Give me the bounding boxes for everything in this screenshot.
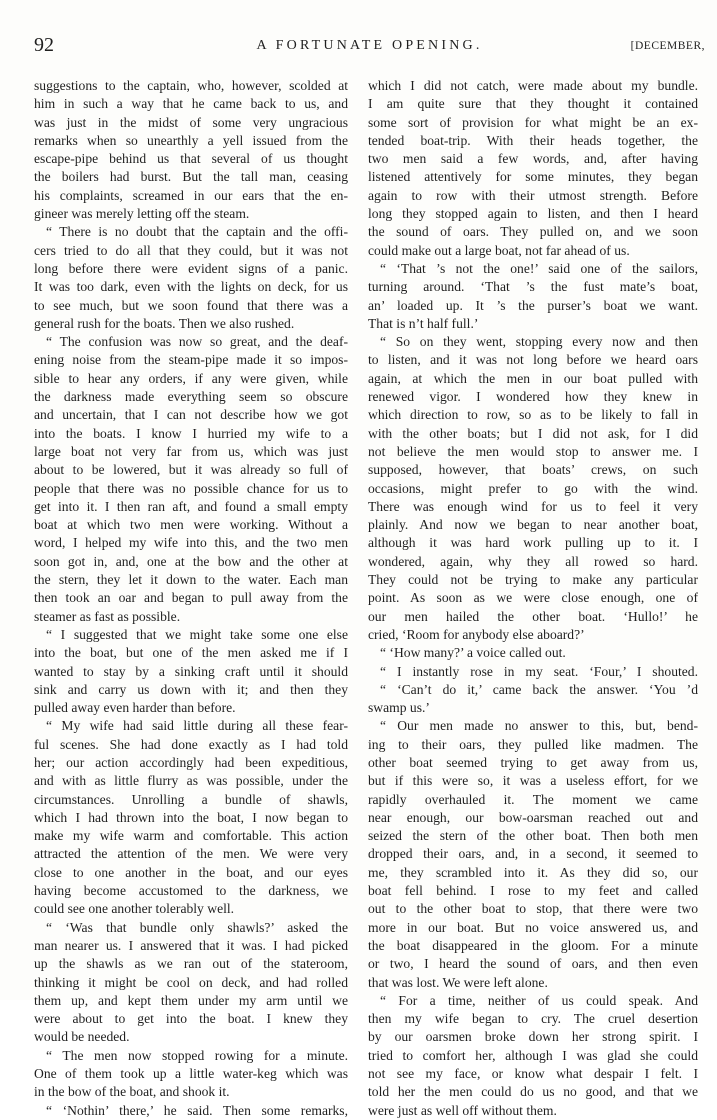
text-line: that was lost. We were left alone. [368, 974, 548, 990]
text-line: supposed, however, that boats’ crews, on such [368, 462, 698, 478]
text-line: up the shawls as we ran out of the stateroom, [34, 956, 348, 972]
text-line: listened attentively for some minutes, they began [368, 169, 698, 185]
text-line: make my wife warm and comfortable. This action [34, 828, 348, 844]
text-line: an’ loaded up. It ’s the purser’s boat we want. [368, 297, 698, 313]
text-line: “ For a time, neither of us could speak. And [380, 992, 698, 1008]
text-line: having become accustomed to the darkness, we [34, 883, 348, 899]
text-line: and with as little flurry as was possible, under the [34, 773, 348, 789]
text-line: They could not be trying to make any particular [368, 572, 698, 588]
text-line: would be needed. [34, 1029, 130, 1045]
text-line: “ I instantly rose in my seat. ‘Four,’ I shouted. [380, 663, 698, 679]
text-line: wanted to stay by a sinking craft until it should [34, 663, 348, 679]
text-line: ing to their oars, they pulled like madmen. The [368, 736, 698, 752]
text-line: or two, I heard the sound of oars, and then even [368, 956, 698, 972]
text-line: “ ‘Was that bundle only shawls?’ asked the [46, 919, 348, 935]
text-line: occasions, might prefer to go with the wind. [368, 480, 698, 496]
text-line: could see one another tolerably well. [34, 901, 235, 917]
text-line: ful scenes. She had done exactly as I had told [34, 736, 348, 752]
text-line: “ My wife had said little during all these fear- [46, 718, 348, 734]
text-line: other boat seemed trying to get away from us, [368, 754, 698, 770]
text-line: our men hailed the other boat. ‘Hullo!’ he [368, 608, 698, 624]
text-line: “ I suggested that we might take some one else [46, 626, 348, 642]
text-line: his complaints, screamed in our ears that the en- [34, 187, 348, 203]
text-line: long they stopped again to listen, and then I heard [368, 206, 698, 222]
text-line: out to the other boat to stop, that there were two [368, 901, 698, 917]
text-line: two men said a few words, and, after having [368, 151, 698, 167]
text-line: which I had thrown into the boat, I now began to [34, 809, 348, 825]
text-line: I am quite sure that they thought it contained [368, 96, 698, 112]
text-line: could make out a large boat, not far ahead of us. [368, 242, 630, 258]
text-line: was just in the midst of some very ungracious [34, 114, 348, 130]
text-line: “ The men now stopped rowing for a minute. [46, 1047, 348, 1063]
text-line: “ ‘Nothin’ there,’ he said. Then some remarks, [46, 1102, 348, 1118]
text-line: “ So on they went, stopping every now and then [380, 334, 698, 350]
text-line: It was too dark, even with the lights on deck, for us [34, 279, 348, 295]
text-line: her; our action accordingly had been expeditious, [34, 754, 348, 770]
text-line: them up, and kept them under my arm until we [34, 992, 348, 1008]
text-line: the sound of oars. They pulled on, and we soon [368, 224, 698, 240]
text-line: “ ‘That ’s not the one!’ said one of the sailors, [380, 260, 698, 276]
text-line: but if this were so, it was a useless effort, for we [368, 773, 698, 789]
text-line: more in our boat. But no voice answered us, and [368, 919, 698, 935]
text-line: steamer as fast as possible. [34, 608, 181, 624]
text-line: were about to get into the boat. I knew they [34, 1011, 348, 1027]
text-line: again to row with their utmost strength. Before [368, 187, 698, 203]
text-line: dropped their oars, and, in a second, it seemed to [368, 846, 698, 862]
text-line: then my wife began to cry. The cruel desertion [368, 1011, 698, 1027]
text-line: with the other boats; but I did not ask, for I did [368, 425, 698, 441]
text-line: about to be lowered, but it was already so full of [34, 462, 348, 478]
text-line: There was enough wind for us to feel it very [368, 498, 698, 514]
text-line: That is n’t half full.’ [368, 315, 479, 331]
text-line: close to one another in the boat, and our eyes [34, 864, 348, 880]
text-line: large boat not very far from us, which was just [34, 443, 348, 459]
text-line: in the bow of the boat, and shook it. [34, 1084, 230, 1100]
text-line: “ ‘Can’t do it,’ came back the answer. ‘You ’d [380, 681, 698, 697]
text-line: “ ‘How many?’ a voice called out. [380, 645, 566, 661]
text-line: sink and carry us down with it; and then they [34, 681, 348, 697]
text-line: pulled away even harder than before. [34, 700, 236, 716]
text-line: then took an oar and began to pull away from the [34, 590, 348, 606]
text-line: soon got in, and, one at the bow and the other at [34, 553, 348, 569]
text-line: tended boat-trip. With their heads together, the [368, 132, 698, 148]
text-line: not see my face, or know what despair I felt. I [368, 1066, 698, 1082]
text-line: point. As soon as we were close enough, one of [368, 590, 698, 606]
text-line: attracted the attention of the men. We were very [34, 846, 348, 862]
text-line: tried to comfort her, although I was glad she could [368, 1047, 698, 1063]
text-line: “ There is no doubt that the captain and the offi- [46, 224, 348, 240]
text-line: into the boats. I know I hurried my wife to a [34, 425, 348, 441]
right-text-column [368, 77, 698, 1120]
text-line: him in such a way that he came back to us, and [34, 96, 348, 112]
text-line: again, at which the men in our boat pulled with [368, 370, 698, 386]
text-line: to listen, and it was not long before we heard oars [368, 352, 698, 368]
text-line: swamp us.’ [368, 700, 430, 716]
text-line: into the boat, but one of the men asked me if I [34, 645, 348, 661]
text-line: “ Our men made no answer to this, but, bend- [380, 718, 698, 734]
text-line: suggestions to the captain, who, however, scolded at [34, 78, 348, 93]
text-line: some sort of provision for what might be an ex- [368, 114, 698, 130]
text-line: plainly. And now we began to near another boat, [368, 517, 698, 533]
text-line: the boat disappeared in the gloom. For a minute [368, 937, 698, 953]
text-line: remarks when so unearthly a yell issued from the [34, 132, 348, 148]
text-line: boat fell behind. I rose to my feet and called [368, 883, 698, 899]
text-line: turning around. ‘That ’s the fust mate’s boat, [368, 279, 698, 295]
left-text-column [34, 77, 348, 1120]
text-line: and uncertain, that I can not describe how we got [34, 407, 348, 423]
text-line: the stern, they let it down to the water. Each man [34, 572, 348, 588]
text-line: people that there was no possible chance for us to [34, 480, 348, 496]
text-line: by our oarsmen broke down her strong spirit. I [368, 1029, 698, 1045]
text-line: cried, ‘Room for anybody else aboard?’ [368, 626, 585, 642]
text-line: ening noise from the steam-pipe made it so impos- [34, 352, 348, 368]
text-line: not believe the men would stop to answer me. I [368, 443, 698, 459]
text-line: which I did not catch, were made about my bundle. [368, 78, 698, 93]
text-line: escape-pipe behind us that several of us thought [34, 151, 348, 167]
text-line: to see much, but we soon found that there was a [34, 297, 348, 313]
text-line: rapidly overhauled it. The moment we came [368, 791, 698, 807]
text-line: cers tried to do all that they could, but it was not [34, 242, 348, 258]
running-header [34, 34, 705, 58]
text-line: sible to hear any orders, if any were given, while [34, 370, 348, 386]
text-line: circumstances. Unrolling a bundle of shawls, [34, 791, 348, 807]
text-line: were just as well off without them. [368, 1102, 557, 1118]
text-line: seized the stern of the other boat. Then both men [368, 828, 698, 844]
text-line: word, I helped my wife into this, and the two men [34, 535, 348, 551]
text-line: the boilers had burst. But the tall man, ceasing [34, 169, 348, 185]
text-line: me, they scrambled into it. As they did so, our [368, 864, 698, 880]
text-line: general rush for the boats. Then we also rushed. [34, 315, 295, 331]
running-title: A FORTUNATE OPENING. [256, 38, 483, 53]
text-line: told her the men could do us no good, and that we [368, 1084, 698, 1100]
text-line: although it was hard work pulling up to it. I [368, 535, 698, 551]
text-line: “ The confusion was now so great, and the deaf- [46, 334, 348, 350]
text-line: long before there were evident signs of a panic. [34, 260, 348, 276]
text-line: thinking it might be cool on deck, and had rolled [34, 974, 348, 990]
page-number: 92 [34, 34, 54, 56]
text-line: the darkness made everything seem so obscure [34, 389, 348, 405]
text-line: wondered, again, why they all rowed so hard. [368, 553, 698, 569]
text-line: gineer was merely letting off the steam. [34, 206, 250, 222]
text-line: near enough, our bow-oarsman reached out and [368, 809, 698, 825]
running-month: [DECEMBER, [630, 40, 705, 52]
text-line: man nearer us. I answered that it was. I had picked [34, 937, 348, 953]
text-line: boat at which two men were working. Without a [34, 517, 348, 533]
text-line: renewed vigor. I wondered how they knew in [368, 389, 698, 405]
text-line: which direction to row, so as to be likely to fall in [368, 407, 698, 423]
text-line: One of them took up a little water-keg which was [34, 1066, 348, 1082]
text-line: get into it. I then ran aft, and found a small empty [34, 498, 348, 514]
